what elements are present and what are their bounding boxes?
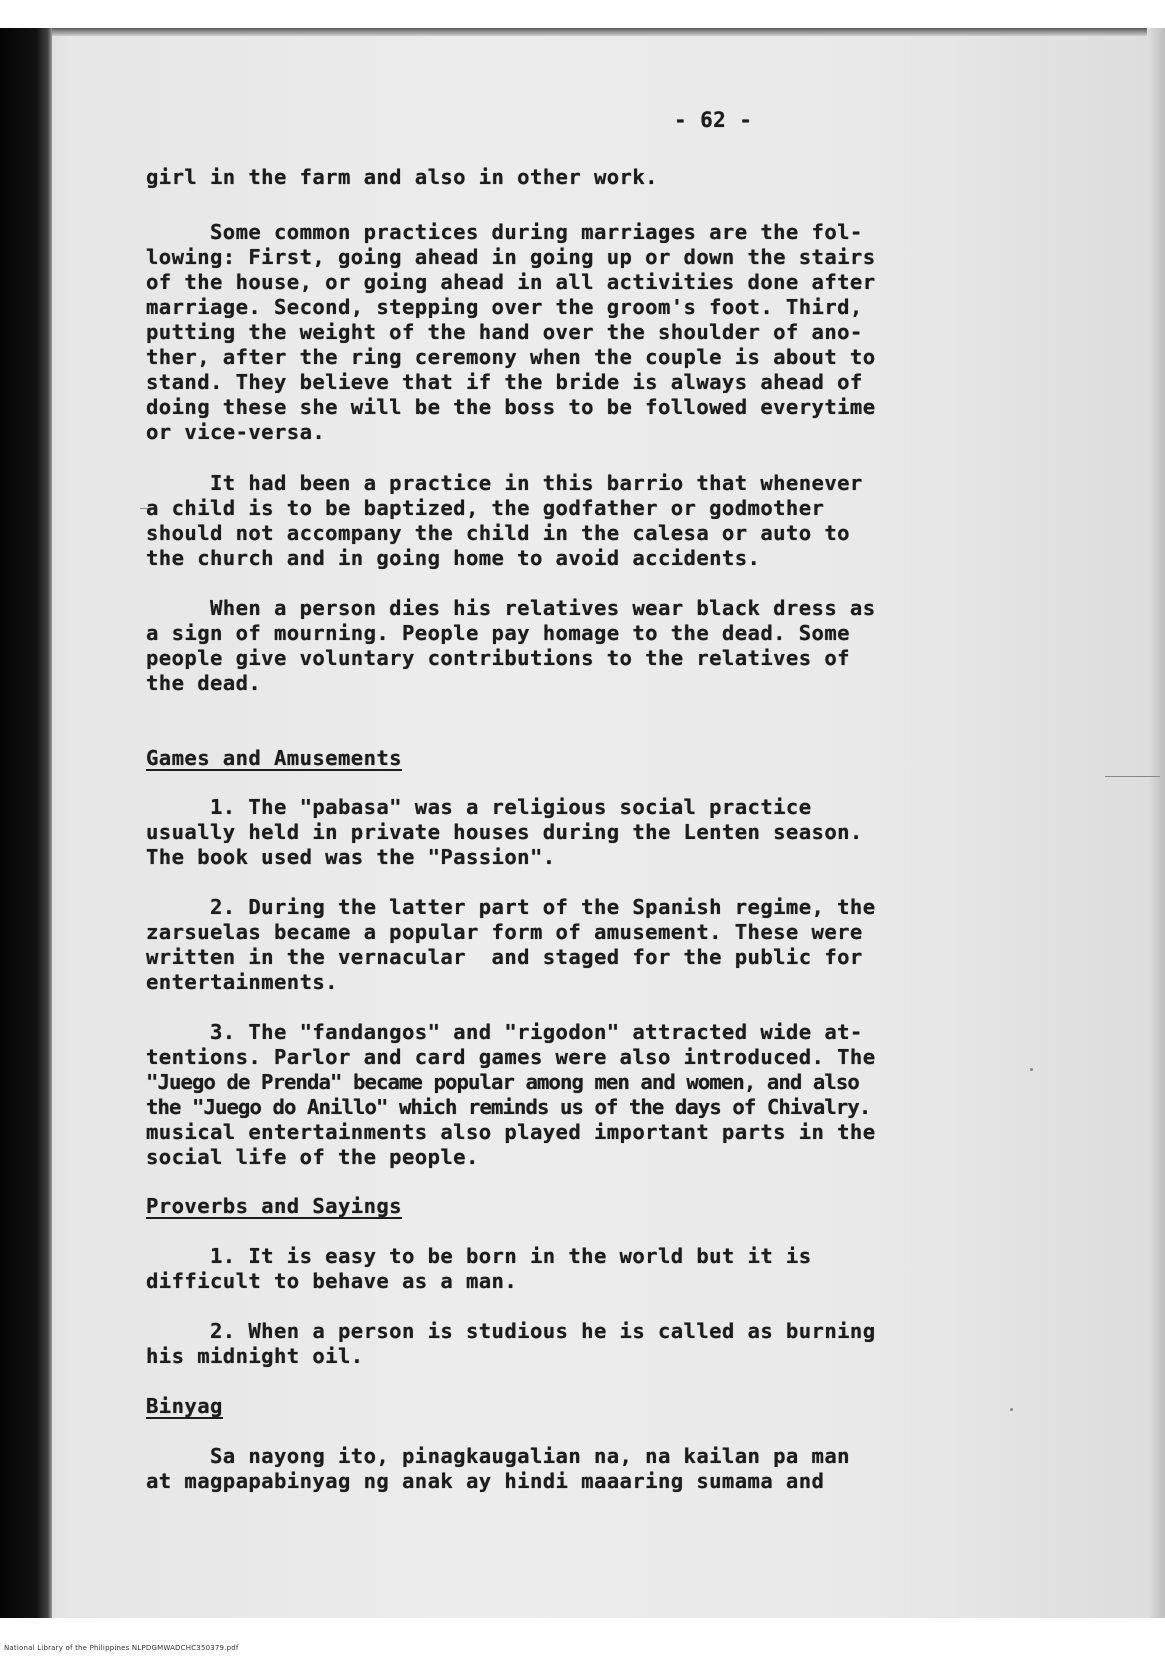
text-line: The book used was the "Passion". xyxy=(146,845,556,869)
text-line: the dead. xyxy=(146,671,262,695)
text-line: doing these she will be the boss to be followed everytime xyxy=(146,395,876,419)
text-line: difficult to behave as a man. xyxy=(146,1269,518,1293)
text-line: the "Juego do Anillo" which reminds us of the days of Chivalry. xyxy=(146,1095,871,1119)
text-line: tentions. Parlor and card games were also introduced. The xyxy=(146,1045,876,1069)
text-line: social life of the people. xyxy=(146,1145,479,1169)
text-line: usually held in private houses during the Lenten season. xyxy=(146,820,863,844)
text-line: zarsuelas became a popular form of amusement. These were xyxy=(146,920,863,944)
text-line: stand. They believe that if the bride is always ahead of xyxy=(146,370,863,394)
text-line: or vice-versa. xyxy=(146,420,326,444)
text-line: a sign of mourning. People pay homage to the dead. Some xyxy=(146,621,850,645)
text-line: When a person dies his relatives wear black dress as xyxy=(146,596,876,620)
text-line: 3. The "fandangos" and "rigodon" attracted wide at- xyxy=(146,1020,863,1044)
text-line: It had been a practice in this barrio that whenever xyxy=(146,471,863,495)
page-number: - 62 - xyxy=(674,108,753,132)
text-line: 2. During the latter part of the Spanish regime, the xyxy=(146,895,876,919)
text-line: Some common practices during marriages are the fol- xyxy=(146,220,863,244)
text-line: lowing: First, going ahead in going up or down the stairs xyxy=(146,245,876,269)
text-line: ther, after the ring ceremony when the couple is about to xyxy=(146,345,876,369)
text-line: 1. The "pabasa" was a religious social practice xyxy=(146,795,812,819)
section-heading-binyag: Binyag xyxy=(146,1394,223,1418)
text-line: his midnight oil. xyxy=(146,1344,364,1368)
text-line: should not accompany the child in the calesa or auto to xyxy=(146,521,850,545)
library-footer: National Library of the Philippines NLPDGMWADCHC350379.pdf xyxy=(4,1644,239,1652)
text-line: Sa nayong ito, pinagkaugalian na, na kailan pa man xyxy=(146,1444,850,1468)
text-line: at magpapabinyag ng anak ay hindi maaaring sumama and xyxy=(146,1469,825,1493)
text-line: of the house, or going ahead in all activities done after xyxy=(146,270,876,294)
page-binding-shadow xyxy=(0,28,52,1618)
text-line: 1. It is easy to be born in the world but it is xyxy=(146,1244,812,1268)
text-line: entertainments. xyxy=(146,970,338,994)
scan-speck xyxy=(1105,776,1160,777)
text-line: marriage. Second, stepping over the groom's foot. Third, xyxy=(146,295,863,319)
text-line: 2. When a person is studious he is called as burning xyxy=(146,1319,876,1343)
section-heading-games: Games and Amusements xyxy=(146,746,402,770)
page-right-shadow xyxy=(1147,28,1165,1618)
section-heading-proverbs: Proverbs and Sayings xyxy=(146,1194,402,1218)
text-line: people give voluntary contributions to the relatives of xyxy=(146,646,850,670)
text-line: a child is to be baptized, the godfather or godmother xyxy=(146,496,825,520)
text-line: putting the weight of the hand over the shoulder of ano- xyxy=(146,320,863,344)
text-line: "Juego de Prenda" became popular among men and women, and also xyxy=(146,1070,859,1094)
scanned-page xyxy=(0,28,1165,1618)
text-line: written in the vernacular and staged for the public for xyxy=(146,945,863,969)
typed-text-block xyxy=(146,28,1076,1493)
text-line: the church and in going home to avoid accidents. xyxy=(146,546,761,570)
text-line: girl in the farm and also in other work. xyxy=(146,165,658,189)
text-line: musical entertainments also played important parts in the xyxy=(146,1120,876,1144)
